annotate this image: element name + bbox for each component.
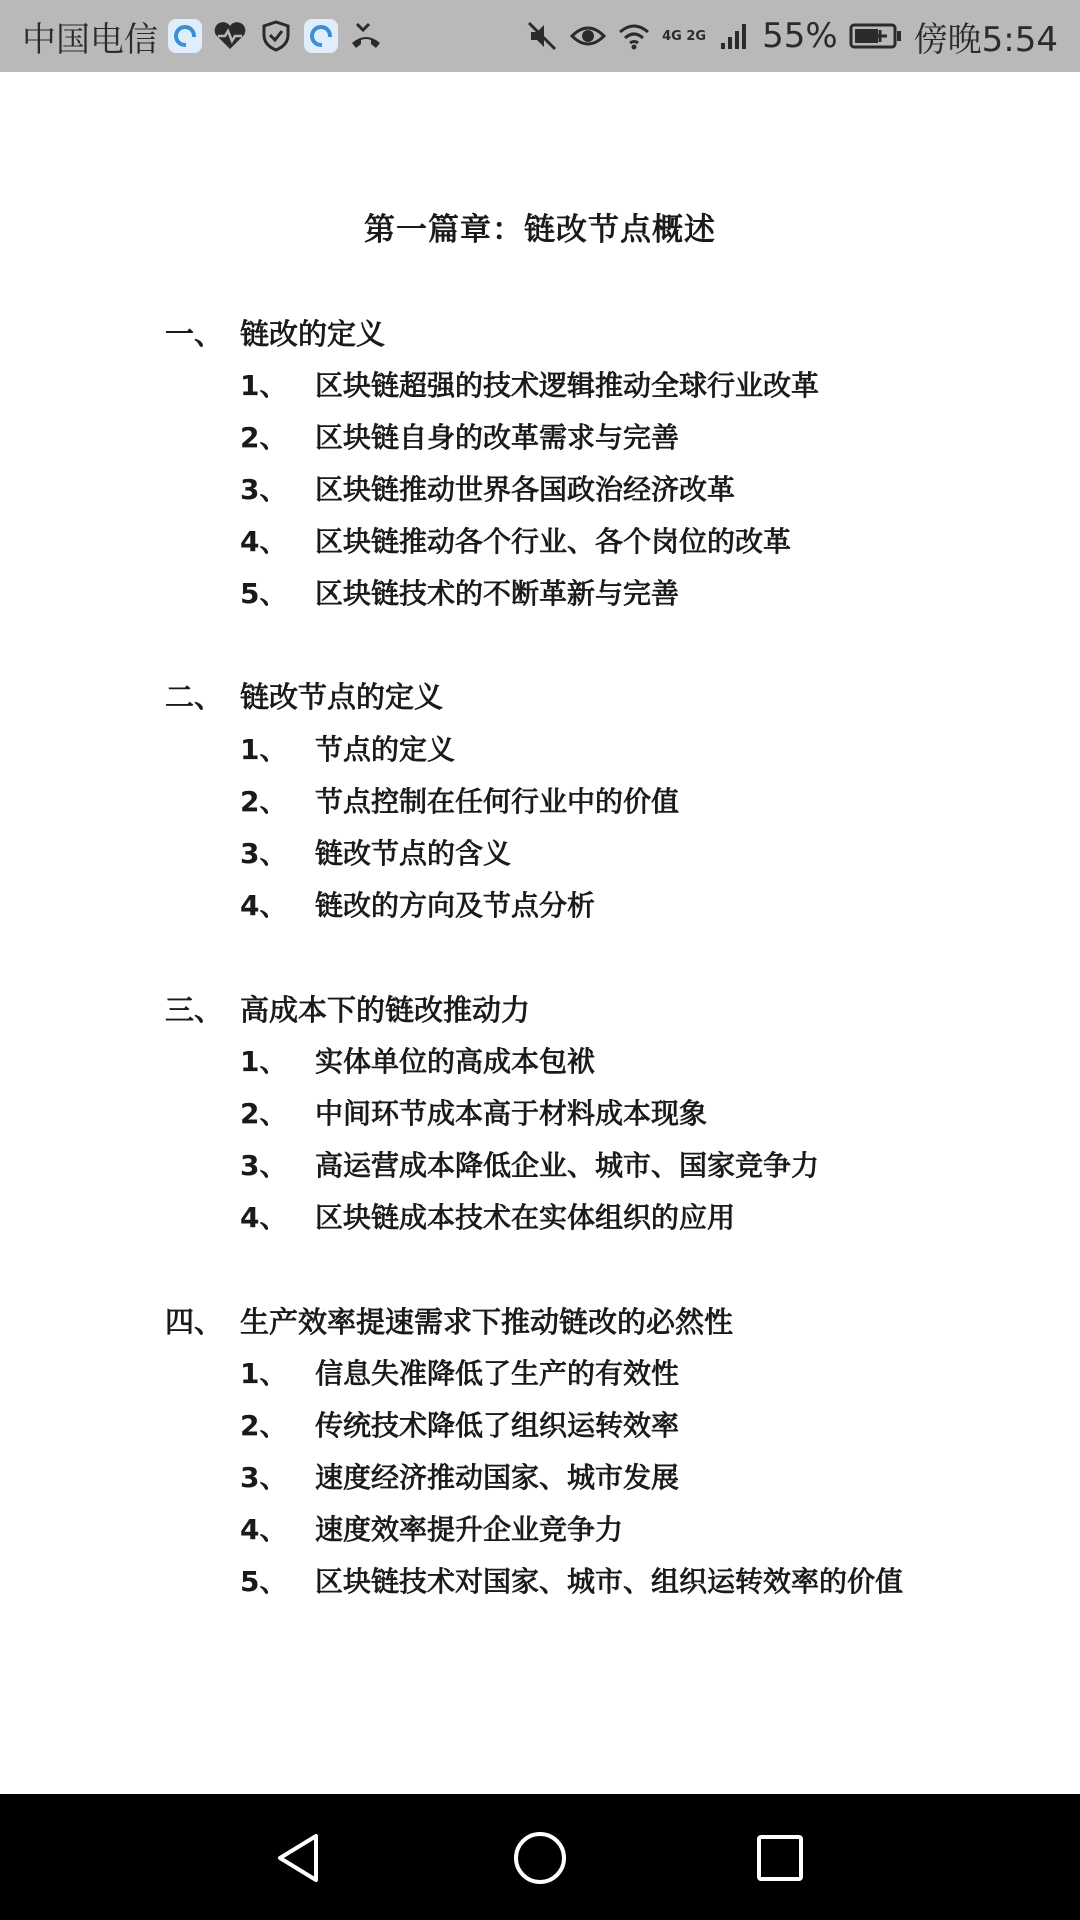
list-item bbox=[240, 518, 791, 562]
item-number: 2、 bbox=[240, 421, 288, 454]
item-text: 区块链推动世界各国政治经济改革 bbox=[315, 473, 736, 506]
document-view[interactable] bbox=[0, 72, 1080, 1794]
list-item bbox=[240, 1558, 903, 1602]
section-title: 高成本下的链改推动力 bbox=[240, 992, 531, 1027]
section-title: 链改的定义 bbox=[240, 316, 386, 351]
signal-icon bbox=[716, 18, 752, 54]
battery-charging-icon bbox=[848, 18, 904, 54]
list-item bbox=[240, 1090, 707, 1134]
section-number: 三、 bbox=[165, 992, 224, 1027]
section-title: 生产效率提速需求下推动链改的必然性 bbox=[240, 1304, 734, 1339]
list-item bbox=[240, 1350, 679, 1394]
missed-call-icon bbox=[348, 18, 384, 54]
item-number: 2、 bbox=[240, 1097, 288, 1130]
recents-icon bbox=[750, 1828, 810, 1888]
item-number: 5、 bbox=[240, 577, 288, 610]
back-icon bbox=[270, 1828, 330, 1888]
section-number: 四、 bbox=[165, 1304, 224, 1339]
item-number: 3、 bbox=[240, 473, 288, 506]
back-button[interactable] bbox=[262, 1820, 338, 1896]
item-number: 2、 bbox=[240, 1409, 288, 1442]
network-type-text: 4G 2G bbox=[662, 28, 707, 44]
item-text: 链改节点的含义 bbox=[315, 837, 512, 870]
browser-app-icon bbox=[168, 19, 202, 53]
document-title: 第一篇章：链改节点概述 bbox=[364, 212, 716, 248]
list-item bbox=[240, 1506, 623, 1550]
section-heading-4 bbox=[165, 1298, 733, 1342]
item-text: 节点的定义 bbox=[315, 733, 456, 766]
browser-app-icon-2 bbox=[304, 19, 338, 53]
item-number: 5、 bbox=[240, 1565, 288, 1598]
list-item bbox=[240, 1142, 819, 1186]
item-number: 4、 bbox=[240, 525, 288, 558]
clock: 傍晚5:54 bbox=[913, 19, 1058, 60]
item-text: 速度经济推动国家、城市发展 bbox=[315, 1461, 680, 1494]
list-item bbox=[240, 1454, 679, 1498]
section-heading-1 bbox=[165, 310, 385, 354]
item-text: 节点控制在任何行业中的价值 bbox=[315, 785, 680, 818]
item-number: 4、 bbox=[240, 889, 288, 922]
wifi-icon bbox=[616, 18, 652, 54]
list-item bbox=[240, 414, 679, 458]
list-item bbox=[240, 362, 819, 406]
item-number: 1、 bbox=[240, 1357, 288, 1390]
item-text: 传统技术降低了组织运转效率 bbox=[315, 1409, 680, 1442]
item-number: 4、 bbox=[240, 1201, 288, 1234]
item-number: 3、 bbox=[240, 1149, 288, 1182]
list-item bbox=[240, 830, 511, 874]
recents-button[interactable] bbox=[742, 1820, 818, 1896]
eye-icon bbox=[570, 18, 606, 54]
section-title: 链改节点的定义 bbox=[240, 679, 444, 714]
item-text: 高运营成本降低企业、城市、国家竞争力 bbox=[315, 1149, 820, 1182]
item-text: 区块链技术对国家、城市、组织运转效率的价值 bbox=[315, 1565, 904, 1598]
item-text: 信息失准降低了生产的有效性 bbox=[315, 1357, 680, 1390]
item-number: 3、 bbox=[240, 1461, 288, 1494]
item-text: 区块链技术的不断革新与完善 bbox=[315, 577, 680, 610]
item-number: 4、 bbox=[240, 1513, 288, 1546]
status-bar bbox=[0, 0, 1080, 72]
list-item bbox=[240, 726, 455, 770]
network-type-label bbox=[662, 30, 706, 43]
battery-percent: 55% bbox=[762, 16, 838, 56]
list-item bbox=[240, 466, 735, 510]
item-number: 1、 bbox=[240, 369, 288, 402]
item-number: 2、 bbox=[240, 785, 288, 818]
list-item bbox=[240, 1402, 679, 1446]
item-text: 区块链成本技术在实体组织的应用 bbox=[315, 1201, 736, 1234]
list-item bbox=[240, 778, 679, 822]
home-icon bbox=[510, 1828, 570, 1888]
item-text: 区块链自身的改革需求与完善 bbox=[315, 421, 680, 454]
health-icon bbox=[212, 18, 248, 54]
item-text: 中间环节成本高于材料成本现象 bbox=[315, 1097, 708, 1130]
home-button[interactable] bbox=[502, 1820, 578, 1896]
item-text: 速度效率提升企业竞争力 bbox=[315, 1513, 624, 1546]
list-item bbox=[240, 882, 595, 926]
item-text: 区块链超强的技术逻辑推动全球行业改革 bbox=[315, 369, 820, 402]
section-number: 二、 bbox=[165, 679, 224, 714]
item-text: 区块链推动各个行业、各个岗位的改革 bbox=[315, 525, 792, 558]
shield-icon bbox=[258, 18, 294, 54]
section-number: 一、 bbox=[165, 316, 224, 351]
item-text: 链改的方向及节点分析 bbox=[315, 889, 596, 922]
item-number: 1、 bbox=[240, 733, 288, 766]
navigation-bar bbox=[0, 1794, 1080, 1920]
item-text: 实体单位的高成本包袱 bbox=[315, 1045, 596, 1078]
list-item bbox=[240, 570, 679, 614]
list-item bbox=[240, 1194, 735, 1238]
item-number: 1、 bbox=[240, 1045, 288, 1078]
status-bar-right bbox=[524, 12, 1058, 61]
section-heading-3 bbox=[165, 986, 530, 1030]
carrier-label: 中国电信 bbox=[22, 19, 158, 60]
item-number: 3、 bbox=[240, 837, 288, 870]
section-heading-2 bbox=[165, 673, 443, 717]
status-bar-left bbox=[22, 12, 384, 61]
mute-icon bbox=[524, 18, 560, 54]
list-item bbox=[240, 1038, 595, 1082]
